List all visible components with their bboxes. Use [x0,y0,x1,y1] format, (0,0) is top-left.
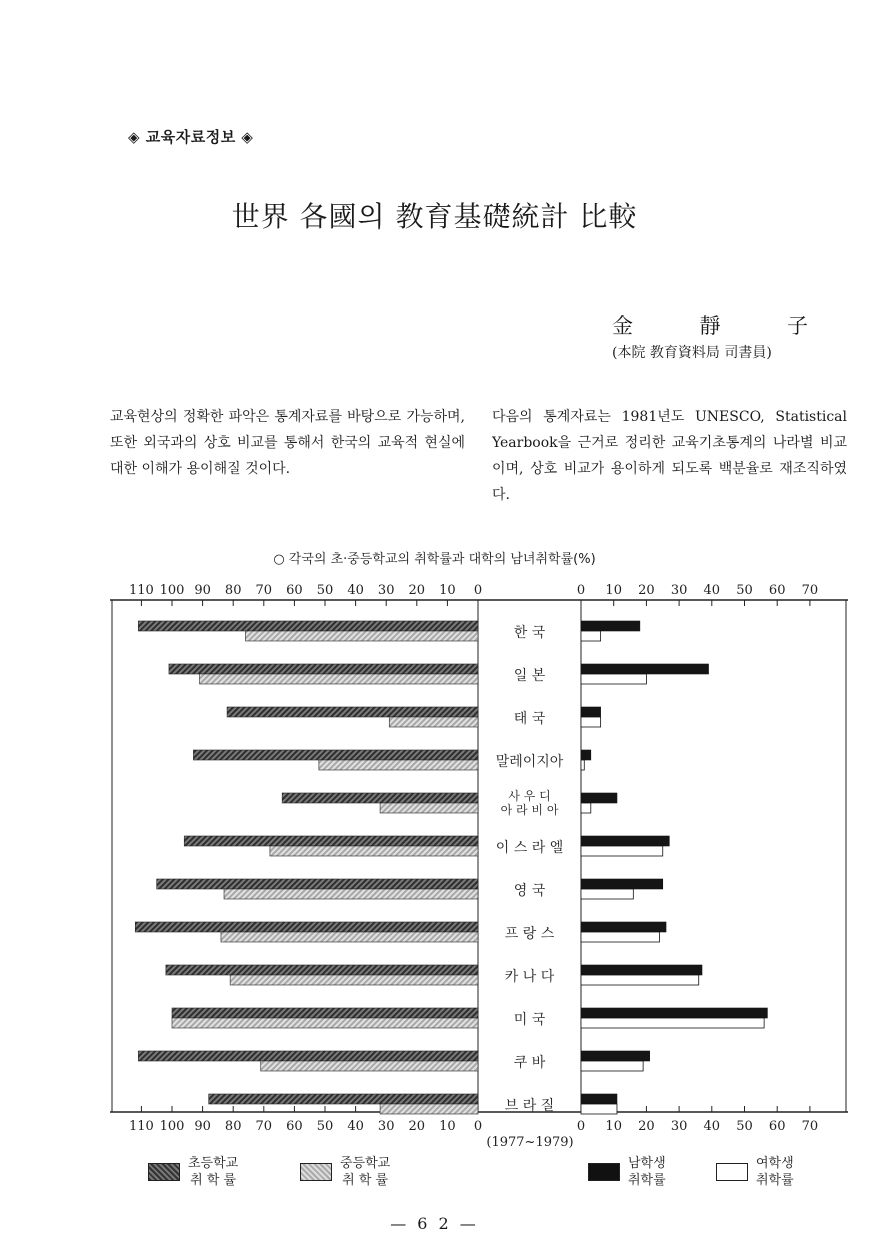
bar-male-enrollment [581,707,601,717]
left-bottom-tick-label: 90 [194,1119,211,1134]
country-label: 아 라 비 아 [500,803,559,817]
bar-secondary-enrollment [245,631,478,641]
bar-primary-enrollment [282,793,478,803]
legend-secondary [300,1155,390,1189]
left-bottom-tick-label: 110 [128,1119,154,1134]
left-top-tick-label: 20 [408,583,426,598]
author-affiliation: (本院 教育資料局 司書員) [612,345,772,361]
left-bottom-tick-label: 10 [439,1119,456,1134]
bar-primary-enrollment [138,1051,478,1061]
legend-label-secondary: 중등학교 취 학 률 [340,1156,391,1188]
legend-female [716,1155,794,1189]
bar-female-enrollment [581,1061,643,1071]
author-name-char: 靜 [699,314,721,338]
left-top-tick-label: 40 [347,583,364,598]
country-label: 카 나 다 [504,969,555,985]
bar-primary-enrollment [157,879,478,889]
left-bottom-tick-label: 80 [224,1119,242,1134]
country-label: 사 우 디 [508,789,551,803]
right-bottom-tick-label: 20 [638,1119,655,1134]
left-bottom-tick-label: 20 [408,1119,426,1134]
left-top-tick-label: 30 [377,583,395,598]
legend-label-male: 남학생 취학률 [628,1156,666,1188]
bar-female-enrollment [581,975,699,985]
left-top-tick-label: 100 [159,583,185,598]
legend-swatch-male [588,1163,620,1181]
bar-female-enrollment [581,760,584,770]
bar-primary-enrollment [172,1008,478,1018]
country-label: 이 스 라 엘 [495,840,564,856]
country-label: 말레이지아 [495,754,564,770]
right-top-tick-label: 60 [768,583,786,598]
left-bottom-tick-label: 0 [473,1119,483,1134]
bar-secondary-enrollment [270,846,478,856]
bar-male-enrollment [581,793,617,803]
bar-secondary-enrollment [380,1104,478,1114]
country-label: 미 국 [513,1012,546,1028]
legend-label-primary: 초등학교 취 학 률 [188,1156,239,1188]
bar-male-enrollment [581,664,709,674]
right-bottom-tick-label: 50 [736,1119,753,1134]
bar-secondary-enrollment [230,975,478,985]
legend-swatch-female [716,1163,748,1181]
bar-male-enrollment [581,1094,617,1104]
bar-male-enrollment [581,750,591,760]
legend-swatch-secondary [300,1163,332,1181]
left-top-tick-label: 60 [286,583,303,598]
right-bottom-tick-label: 30 [670,1119,688,1134]
right-bottom-tick-label: 0 [576,1119,586,1134]
bar-primary-enrollment [227,707,478,717]
chart-title: ○ 각국의 초·중등학교의 취학률과 대학의 남녀취학률(%) [273,552,596,567]
bar-secondary-enrollment [221,932,478,942]
bar-female-enrollment [581,717,601,727]
left-bottom-tick-label: 50 [316,1119,334,1134]
right-bottom-tick-label: 70 [801,1119,819,1134]
bar-secondary-enrollment [261,1061,478,1071]
bar-female-enrollment [581,846,663,856]
bar-secondary-enrollment [172,1018,478,1028]
left-top-tick-label: 110 [128,583,154,598]
country-label: 영 국 [513,883,546,899]
left-top-tick-label: 10 [439,583,456,598]
bar-male-enrollment [581,879,663,889]
bar-female-enrollment [581,674,646,684]
bar-primary-enrollment [169,664,478,674]
author-name-char: 子 [787,314,808,338]
bar-female-enrollment [581,932,659,942]
right-top-tick-label: 70 [801,583,819,598]
bar-male-enrollment [581,965,702,975]
bar-female-enrollment [581,889,633,899]
left-top-tick-label: 70 [255,583,273,598]
left-top-tick-label: 50 [316,583,334,598]
bar-male-enrollment [581,1051,650,1061]
bar-male-enrollment [581,1008,767,1018]
right-top-tick-label: 20 [638,583,655,598]
left-bottom-tick-label: 40 [347,1119,364,1134]
bar-primary-enrollment [209,1094,478,1104]
country-label: 태 국 [513,711,546,727]
country-label: 프 랑 스 [504,926,555,942]
right-bottom-tick-label: 60 [768,1119,786,1134]
left-bottom-tick-label: 70 [255,1119,273,1134]
legend-male [588,1155,666,1189]
page-number: — 6 2 — [390,1214,479,1233]
right-top-tick-label: 30 [670,583,688,598]
country-label: 쿠 바 [513,1055,546,1071]
chart-period-note: (1977~1979) [486,1135,574,1150]
bar-female-enrollment [581,631,601,641]
country-label: 한 국 [513,625,546,641]
left-top-tick-label: 90 [194,583,211,598]
bar-secondary-enrollment [389,717,478,727]
bar-female-enrollment [581,1104,617,1114]
author-name-char: 金 [612,314,633,338]
bar-secondary-enrollment [224,889,478,899]
country-label: 브 라 질 [504,1098,555,1114]
bar-secondary-enrollment [380,803,478,813]
legend-swatch-primary [148,1163,180,1181]
bar-male-enrollment [581,621,640,631]
country-label: 일 본 [513,668,546,684]
bar-primary-enrollment [166,965,478,975]
right-top-tick-label: 10 [605,583,622,598]
right-bottom-tick-label: 10 [605,1119,622,1134]
left-top-tick-label: 0 [473,583,483,598]
bar-female-enrollment [581,803,591,813]
bar-male-enrollment [581,922,666,932]
right-top-tick-label: 50 [736,583,753,598]
left-top-tick-label: 80 [224,583,242,598]
legend-primary [148,1155,238,1189]
bar-primary-enrollment [138,621,478,631]
left-bottom-tick-label: 60 [286,1119,303,1134]
bar-secondary-enrollment [200,674,478,684]
right-bottom-tick-label: 40 [703,1119,721,1134]
intro-paragraph-left: 교육현상의 정확한 파악은 통계자료를 바탕으로 가능하며, 또한 외국과의 상호 비교를 통해서 한국의 교육적 현실에 대한 이해가 용이해질 것이다. [110,409,465,477]
bar-female-enrollment [581,1018,764,1028]
article-title: 世界 各國의 教育基礎統計 比較 [231,200,638,233]
bar-primary-enrollment [184,836,478,846]
left-bottom-tick-label: 30 [377,1119,395,1134]
section-tag: ◈ 교육자료정보 ◈ [128,128,254,146]
bar-primary-enrollment [193,750,478,760]
bar-secondary-enrollment [319,760,478,770]
right-top-tick-label: 0 [576,583,586,598]
left-bottom-tick-label: 100 [159,1119,185,1134]
bar-primary-enrollment [135,922,478,932]
right-top-tick-label: 40 [703,583,721,598]
legend-label-female: 여학생 취학률 [756,1156,794,1188]
bar-male-enrollment [581,836,669,846]
intro-paragraph-right: 다음의 통계자료는 1981년도 UNESCO, Statistical Yearbook을 근거로 정리한 교육기초통계의 나라별 비교이며, 상호 비교가 용이하게 되도록 백분율로 재조직하였다. [492,409,847,503]
